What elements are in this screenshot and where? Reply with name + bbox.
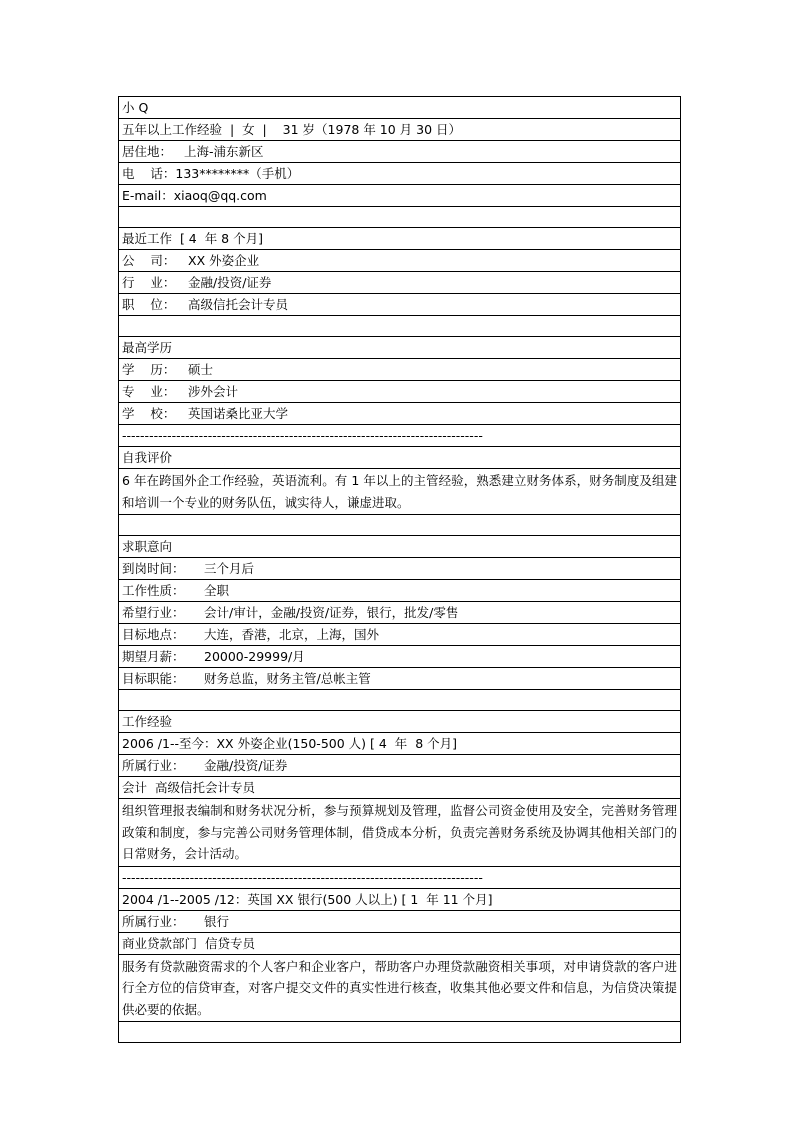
position-value: 高级信托会计专员 bbox=[188, 297, 289, 312]
school-value: 英国诺桑比亚大学 bbox=[188, 406, 289, 421]
table-row bbox=[119, 1022, 681, 1043]
table-row bbox=[119, 185, 681, 207]
arrival-label: 到岗时间： bbox=[122, 561, 185, 576]
table-row bbox=[119, 624, 681, 646]
table-row bbox=[119, 163, 681, 185]
job-2-description: 服务有贷款融资需求的个人客户和企业客户，帮助客户办理贷款融资相关事项，对申请贷款的客户进行全方位的信贷审查，对客户提交文件的真实性进行核查，收集其他必要文件和信息，为信贷决策提供必要的依据。 bbox=[119, 954, 681, 1022]
company-label: 公 司： bbox=[122, 253, 176, 268]
degree-value: 硕士 bbox=[188, 362, 214, 377]
nature-value: 全职 bbox=[204, 583, 230, 598]
job-1-industry-row bbox=[119, 755, 681, 777]
separator-line: -------------------------------------------------------------------------------- bbox=[119, 425, 681, 447]
phone-row bbox=[119, 163, 681, 185]
residence-row bbox=[119, 141, 681, 163]
table-row bbox=[119, 294, 681, 316]
education-heading: 最高学历 bbox=[119, 337, 681, 359]
table-row bbox=[119, 515, 681, 536]
phone-value: 133********（手机） bbox=[175, 166, 300, 181]
salary-value: 20000-29999/月 bbox=[204, 649, 305, 664]
blank-row bbox=[119, 1022, 681, 1043]
target-industry-value: 会计/审计，金融/投资/证券，银行，批发/零售 bbox=[204, 605, 459, 620]
arrival-value: 三个月后 bbox=[204, 561, 255, 576]
table-row bbox=[119, 733, 681, 755]
salary-label: 期望月薪： bbox=[122, 649, 185, 664]
table-row bbox=[119, 119, 681, 141]
table-row bbox=[119, 250, 681, 272]
school-row bbox=[119, 403, 681, 425]
phone-label: 电 话： bbox=[122, 166, 176, 181]
blank-row bbox=[119, 316, 681, 337]
table-row bbox=[119, 932, 681, 954]
email-row bbox=[119, 185, 681, 207]
location-label: 目标地点： bbox=[122, 627, 185, 642]
table-row bbox=[119, 447, 681, 469]
email-label: E-mail： bbox=[122, 188, 174, 203]
job-2-industry-label: 所属行业： bbox=[122, 913, 185, 929]
table-row bbox=[119, 668, 681, 690]
function-label: 目标职能： bbox=[122, 671, 185, 686]
table-row bbox=[119, 469, 681, 515]
table-row bbox=[119, 403, 681, 425]
table-row bbox=[119, 207, 681, 228]
salary-row bbox=[119, 646, 681, 668]
job-1-title: 会计 高级信托会计专员 bbox=[119, 777, 681, 799]
job-2-industry-row bbox=[119, 910, 681, 932]
table-row bbox=[119, 711, 681, 733]
table-row bbox=[119, 272, 681, 294]
blank-row bbox=[119, 690, 681, 711]
major-value: 涉外会计 bbox=[188, 384, 239, 399]
table-row bbox=[119, 866, 681, 888]
recent-job-heading: 最近工作 [ 4 年 8 个月] bbox=[119, 228, 681, 250]
degree-label: 学 历： bbox=[122, 362, 176, 377]
table-row bbox=[119, 316, 681, 337]
school-label: 学 校： bbox=[122, 406, 176, 421]
self-eval-heading: 自我评价 bbox=[119, 447, 681, 469]
table-row bbox=[119, 602, 681, 624]
table-row bbox=[119, 888, 681, 910]
self-eval-text: 6 年在跨国外企工作经验，英语流利。有 1 年以上的主管经验，熟悉建立财务体系，财务制度及组建和培训一个专业的财务队伍，诚实待人，谦虚进取。 bbox=[119, 469, 681, 515]
target-industry-label: 希望行业： bbox=[122, 605, 185, 620]
industry-value: 金融/投资/证券 bbox=[188, 275, 272, 290]
table-row bbox=[119, 910, 681, 932]
job-2-industry-value: 银行 bbox=[204, 913, 230, 929]
email-value: xiaoq@qq.com bbox=[173, 188, 267, 203]
industry-row bbox=[119, 272, 681, 294]
blank-row bbox=[119, 515, 681, 536]
job-1-description: 组织管理报表编制和财务状况分析，参与预算规划及管理，监督公司资金使用及安全，完善财务管理政策和制度，参与完善公司财务管理体制，借贷成本分析，负责完善财务系统及协调其他相关部门的日常财务，会计活动。 bbox=[119, 799, 681, 867]
table-row bbox=[119, 141, 681, 163]
table-row bbox=[119, 646, 681, 668]
job-2-title: 商业贷款部门 信贷专员 bbox=[119, 932, 681, 954]
experience-heading: 工作经验 bbox=[119, 711, 681, 733]
target-industry-row bbox=[119, 602, 681, 624]
candidate-name: 小 Q bbox=[119, 97, 681, 119]
location-value: 大连，香港，北京，上海，国外 bbox=[204, 627, 380, 642]
industry-label: 行 业： bbox=[122, 275, 176, 290]
nature-label: 工作性质： bbox=[122, 583, 185, 598]
separator-line: -------------------------------------------------------------------------------- bbox=[119, 866, 681, 888]
table-row bbox=[119, 337, 681, 359]
job-1-industry-label: 所属行业： bbox=[122, 758, 185, 773]
summary-line: 五年以上工作经验 | 女 | 31 岁（1978 年 10 月 30 日） bbox=[119, 119, 681, 141]
table-row bbox=[119, 690, 681, 711]
blank-row bbox=[119, 207, 681, 228]
function-row bbox=[119, 668, 681, 690]
location-row bbox=[119, 624, 681, 646]
function-value: 财务总监，财务主管/总帐主管 bbox=[204, 671, 371, 686]
residence-label: 居住地： bbox=[122, 144, 173, 159]
residence-value: 上海-浦东新区 bbox=[183, 144, 264, 159]
position-label: 职 位： bbox=[122, 297, 176, 312]
company-value: XX 外姿企业 bbox=[188, 253, 260, 268]
table-row bbox=[119, 381, 681, 403]
arrival-row bbox=[119, 558, 681, 580]
table-row bbox=[119, 97, 681, 119]
table-row bbox=[119, 777, 681, 799]
table-row bbox=[119, 425, 681, 447]
table-row bbox=[119, 799, 681, 867]
resume-table bbox=[118, 96, 681, 1043]
table-row bbox=[119, 228, 681, 250]
table-row bbox=[119, 755, 681, 777]
table-row bbox=[119, 359, 681, 381]
degree-row bbox=[119, 359, 681, 381]
company-row bbox=[119, 250, 681, 272]
table-row bbox=[119, 558, 681, 580]
job-2-period: 2004 /1--2005 /12：英国 XX 银行(500 人以上) [ 1 年 11 个月] bbox=[119, 888, 681, 910]
major-label: 专 业： bbox=[122, 384, 176, 399]
table-row bbox=[119, 954, 681, 1022]
job-1-period: 2006 /1--至今：XX 外姿企业(150-500 人) [ 4 年 8 个月] bbox=[119, 733, 681, 755]
nature-row bbox=[119, 580, 681, 602]
table-row bbox=[119, 536, 681, 558]
job-1-industry-value: 金融/投资/证券 bbox=[204, 758, 288, 773]
position-row bbox=[119, 294, 681, 316]
table-row bbox=[119, 580, 681, 602]
major-row bbox=[119, 381, 681, 403]
intention-heading: 求职意向 bbox=[119, 536, 681, 558]
